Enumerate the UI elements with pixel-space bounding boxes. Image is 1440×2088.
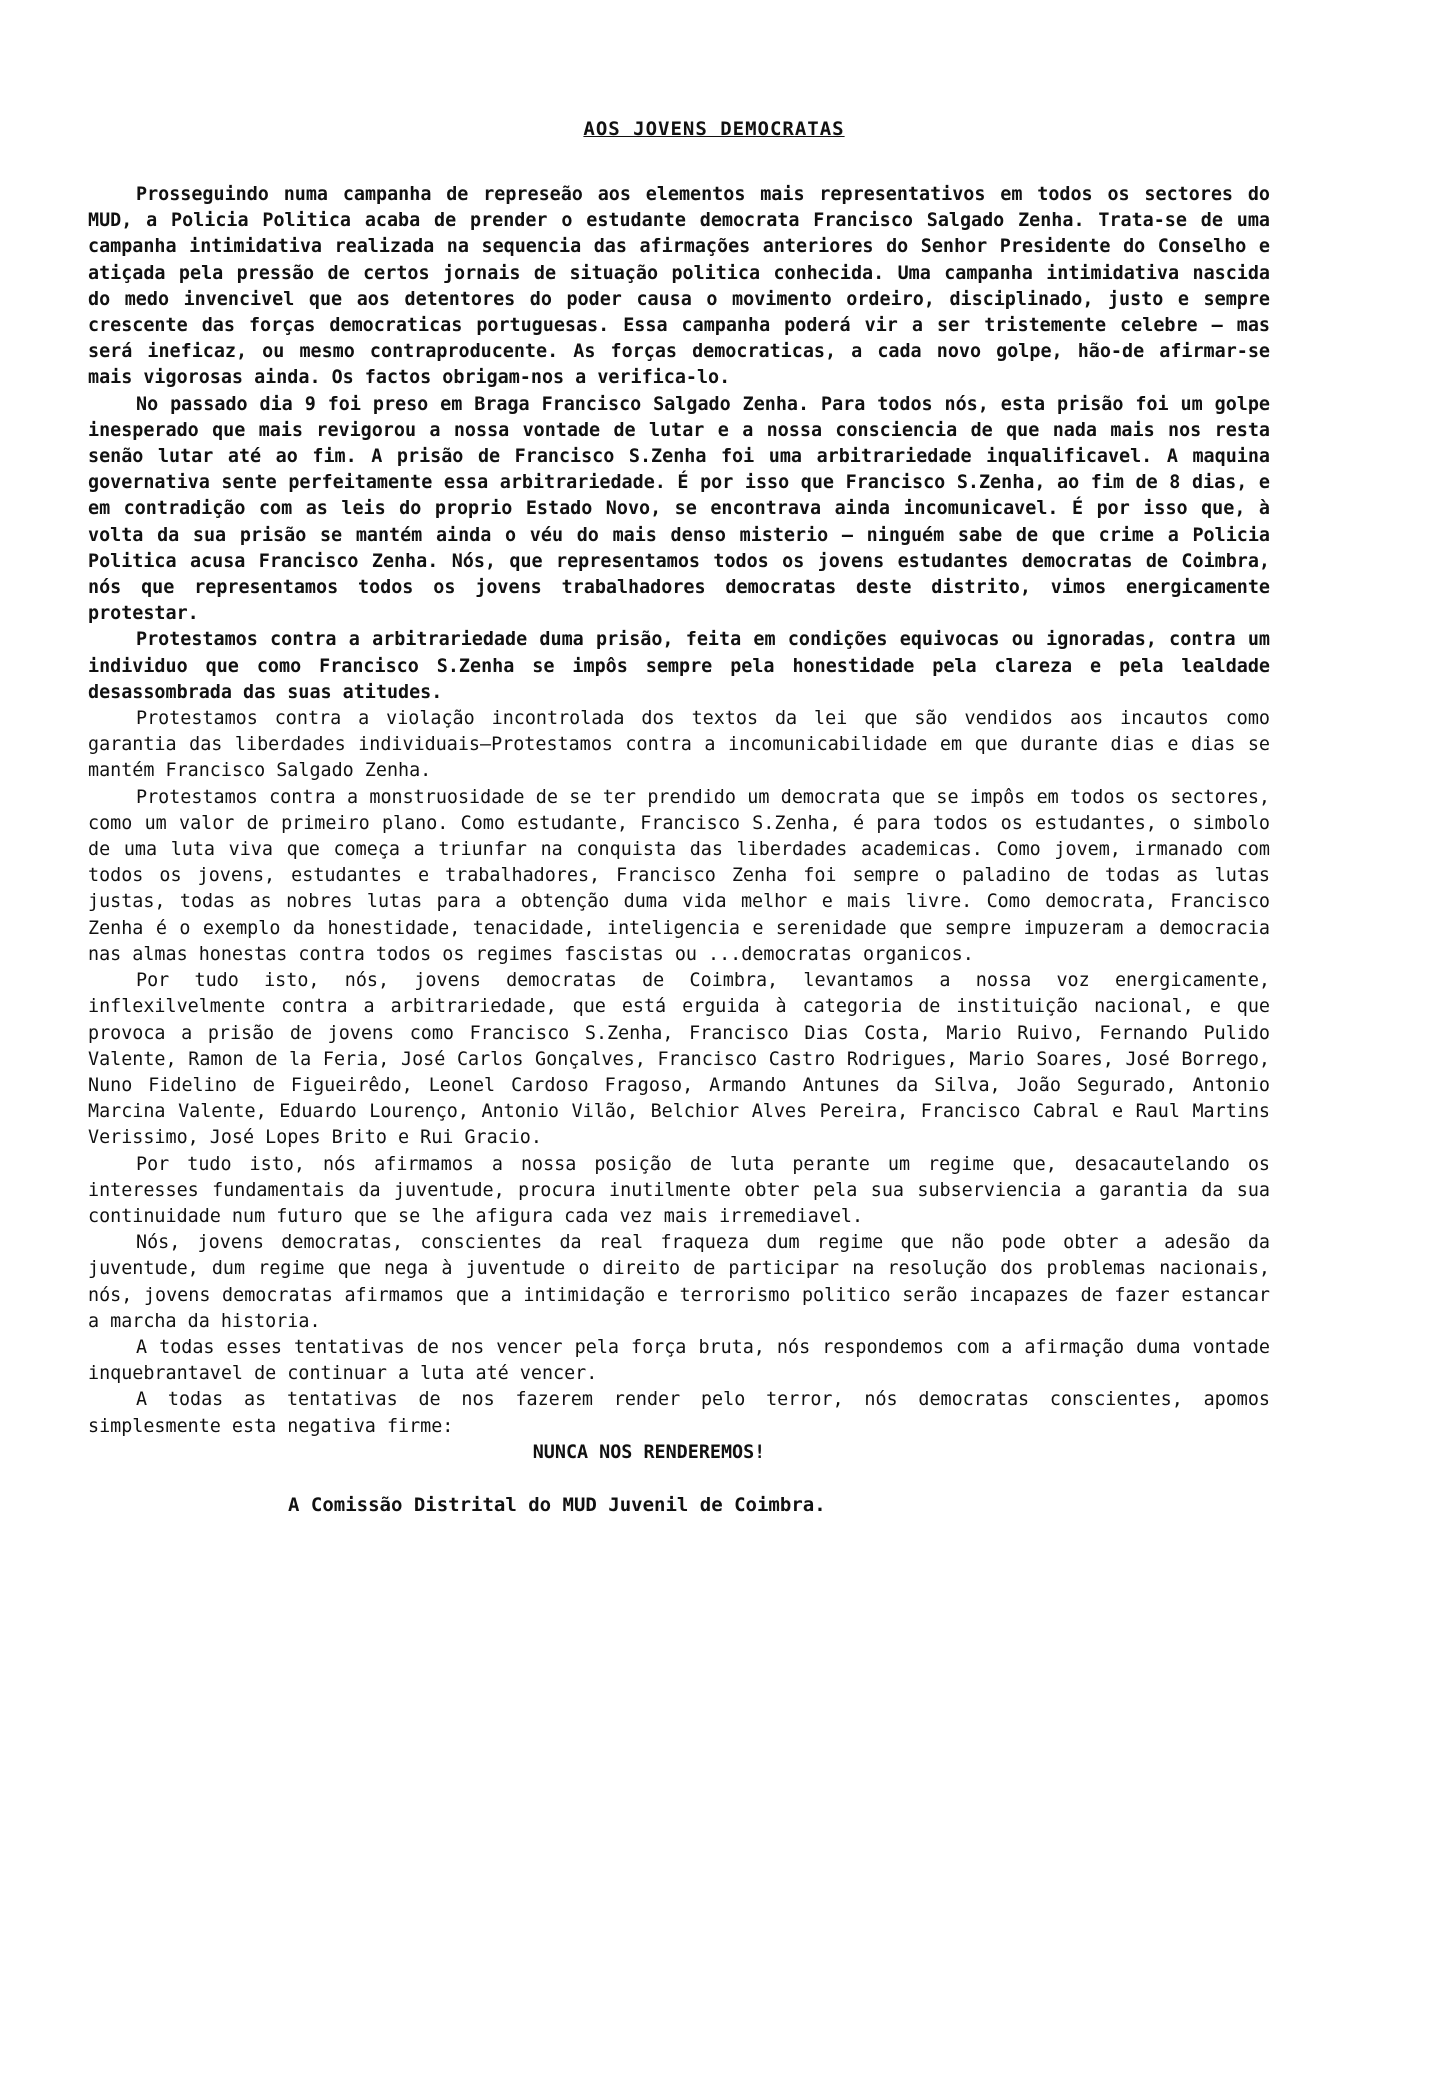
paragraph-1: Prosseguindo numa campanha de represeão aos elementos mais representativos em todos os sectores do MUD, a Policia Politica acaba de prender o estudante democrata Francisco Salgado Zenha. Trata-se de uma campanha intimidativa realizada na sequencia das afirmações anteriores do Senhor Presidente do Conselho e atiçada pela pressão de certos jornais de situação politica conhecida. Uma campanha intimidativa nascida do medo invencivel que aos detentores do poder causa o movimento ordeiro, disciplinado, justo e sempre crescente das forças democraticas portuguesas. Essa campanha poderá vir a ser tristemente celebre — mas será ineficaz, ou mesmo contraproducente. As forças democraticas, a cada novo golpe, hão-de afirmar-se mais vigorosas ainda. Os factos obrigam-nos a verifica-lo. — [88, 184, 1270, 389]
paragraph-5: Protestamos contra a monstruosidade de se ter prendido um democrata que se impôs em todos os sectores, como um valor de primeiro plano. Como estudante, Francisco S.Zenha, é para todos os estudantes, o simbolo de uma luta viva que começa a triunfar na conquista das liberdades academicas. Como jovem, irmanado com todos os jovens, estudantes e trabalhadores, Francisco Zenha foi sempre o paladino de todas as lutas justas, todas as nobres lutas para a obtenção duma vida melhor e mais livre. Como democrata, Francisco Zenha é o exemplo da honestidade, tenacidade, inteligencia e serenidade que sempre impuzeram a democracia nas almas honestas contra todos os regimes fascistas ou ...democratas organicos. — [88, 786, 1270, 965]
paragraph-4: Protestamos contra a violação incontrolada dos textos da lei que são vendidos aos incautos como garantia das liberdades individuais—Protestamos contra a incomunicabilidade em que durante dias e dias se mantém Francisco Salgado Zenha. — [88, 708, 1270, 782]
signature: A Comissão Distrital do MUD Juvenil de Coimbra. — [288, 1493, 826, 1516]
paragraph-6: Por tudo isto, nós, jovens democratas de Coimbra, levantamos a nossa voz energicamente, inflexilvelmente contra a arbitrariedade, que está erguida à categoria de instituição nacional, e que provoca a prisão de jovens como Francisco S.Zenha, Francisco Dias Costa, Mario Ruivo, Fernando Pulido Valente, Ramon de la Feria, José Carlos Gonçalves, Francisco Castro Rodrigues, Mario Soares, José Borrego, Nuno Fidelino de Figueirêdo, Leonel Cardoso Fragoso, Armando Antunes da Silva, João Segurado, Antonio Marcina Valente, Eduardo Lourenço, Antonio Vilão, Belchior Alves Pereira, Francisco Cabral e Raul Martins Verissimo, José Lopes Brito e Rui Gracio. — [88, 970, 1270, 1149]
paragraph-8: Nós, jovens democratas, conscientes da real fraqueza dum regime que não pode obter a adesão da juventude, dum regime que nega à juventude o direito de participar na resolução dos problemas nacionais, nós, jovens democratas afirmamos que a intimidação e terrorismo politico serão incapazes de fazer estancar a marcha da historia. — [88, 1232, 1270, 1332]
paragraph-10: A todas as tentativas de nos fazerem render pelo terror, nós democratas conscientes, apomos simplesmente esta negativa firme: — [88, 1389, 1270, 1437]
document-title: AOS JOVENS DEMOCRATAS — [583, 118, 845, 140]
paragraph-9: A todas esses tentativas de nos vencer pela força bruta, nós respondemos com a afirmação duma vontade inquebrantavel de continuar a luta até vencer. — [88, 1336, 1270, 1385]
paragraph-7: Por tudo isto, nós afirmamos a nossa posição de luta perante um regime que, desacautelando os interesses fundamentais da juventude, procura inutilmente obter pela sua subserviencia a garantia da sua continuidade num futuro que se lhe afigura cada vez mais irremediavel. — [88, 1153, 1270, 1227]
paragraph-3: Protestamos contra a arbitrariedade duma prisão, feita em condições equivocas ou ignoradas, contra um individuo que como Francisco S.Zenha se impôs sempre pela honestidade pela clareza e pela lealdade desassombrada das suas atitudes. — [88, 629, 1270, 703]
slogan: NUNCA NOS RENDEREMOS! — [532, 1441, 766, 1463]
paragraph-2: No passado dia 9 foi preso em Braga Francisco Salgado Zenha. Para todos nós, esta prisão foi um golpe inesperado que mais revigorou a nossa vontade de lutar e a nossa consciencia de que nada mais nos resta senão lutar até ao fim. A prisão de Francisco S.Zenha foi uma arbitrariedade inqualificavel. A maquina governativa sente perfeitamente essa arbitrariedade. É por isso que Francisco S.Zenha, ao fim de 8 dias, e em contradição com as leis do proprio Estado Novo, se encontrava ainda incomunicavel. É por isso que, à volta da sua prisão se mantém ainda o véu do mais denso misterio — ninguém sabe de que crime a Policia Politica acusa Francisco Zenha. Nós, que representamos todos os jovens estudantes democratas de Coimbra, nós que representamos todos os jovens trabalhadores democratas deste distrito, vimos energicamente protestar. — [88, 393, 1270, 625]
